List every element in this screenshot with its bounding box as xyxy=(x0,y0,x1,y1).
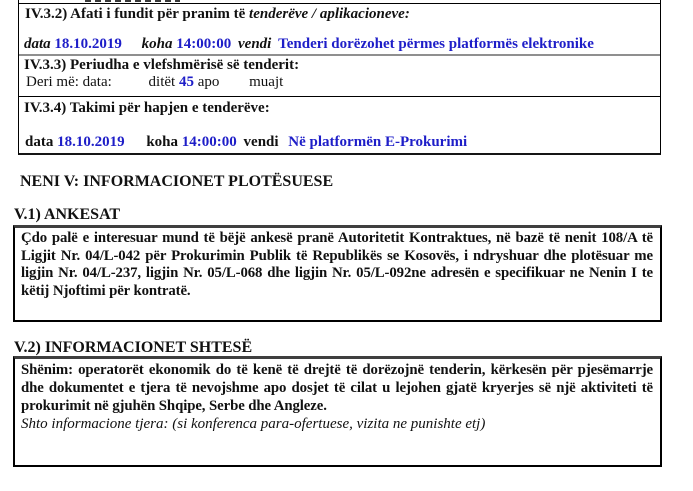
koha-label: koha xyxy=(146,134,179,150)
row-iv34 xyxy=(19,97,660,152)
vendi-value: Në platformën E-Prokurimi xyxy=(288,134,468,150)
iv33-title: IV.3.3) Periudha e vlefshmërisë së tenderit: xyxy=(24,57,300,73)
data-value: 18.10.2019 xyxy=(54,36,122,52)
iv32-values-line xyxy=(24,37,594,52)
apo-label: apo xyxy=(197,74,220,90)
data-value: 18.10.2019 xyxy=(57,134,125,150)
iv34-values-line xyxy=(25,135,467,150)
koha-value: 14:00:00 xyxy=(181,134,237,150)
data-label: data xyxy=(25,134,54,150)
muajt-label: muajt xyxy=(249,74,284,90)
iv33-values-line xyxy=(26,75,283,90)
row-iv32 xyxy=(19,4,660,56)
vendi-label: vendi xyxy=(243,134,279,150)
v2-note-text: Shënim: operatorët ekonomik do të kenë të drejtë të dorëzojnë tenderin, kërkesën për pjesëmarrje dhe dokumentet e tjera të nevojshme apo dosjet të cilat u lejohen gjatë kryerjes së një aktiviteti të prokurimit në gjuhën Shqipe, Serbe dhe Angleze. xyxy=(21,362,653,414)
tender-schedule-table xyxy=(18,3,661,155)
v1-heading: V.1) ANKESAT xyxy=(14,206,121,223)
v2-heading: V.2) INFORMACIONET SHTESË xyxy=(14,339,253,356)
v2-shtese-box xyxy=(13,356,662,467)
iv33-title-line xyxy=(24,58,299,73)
row-iv33 xyxy=(19,56,660,97)
vendi-label: vendi xyxy=(238,36,272,52)
v1-body-text: Çdo palë e interesuar mund të bëjë ankesë pranë Autoritetit Kontraktues, në bazë të nenit 108/A të Ligjit Nr. 04/L-042 për Prokurimin Publik të Republikës se Kosovës, i ndryshuar dhe plotësuar me ligjin Nr. 04/L-237, ligjin Nr. 05/L-068 dhe ligjin Nr. 05/L-092ne adresën e specifikuar ne Nenin I te këtij Njoftimi për kontratë. xyxy=(21,230,653,299)
iv32-title: IV.3.2) Afati i fundit për pranim të xyxy=(25,6,250,22)
v2-extra-italic-text: Shto informacione tjera: (si konferenca para-ofertuese, vizita ne punishte etj) xyxy=(21,416,486,432)
data-label: data xyxy=(24,36,51,52)
ditet-label: ditët xyxy=(148,74,176,90)
section-v-heading: NENI V: INFORMACIONET PLOTËSUESE xyxy=(20,173,334,190)
koha-label: koha xyxy=(141,36,173,52)
iv34-title-line xyxy=(24,101,270,116)
koha-value: 14:00:00 xyxy=(176,36,232,52)
ditet-value: 45 xyxy=(178,74,194,90)
v1-ankesat-box xyxy=(13,225,662,322)
iv32-title-italic: tenderëve / aplikacioneve: xyxy=(249,6,410,22)
vendi-value: Tenderi dorëzohet përmes platformës elektronike xyxy=(278,36,594,52)
iv32-title-line xyxy=(25,7,410,22)
deri-label: Deri më: data: xyxy=(26,74,112,90)
iv34-title: IV.3.4) Takimi për hapjen e tenderëve: xyxy=(24,100,270,116)
